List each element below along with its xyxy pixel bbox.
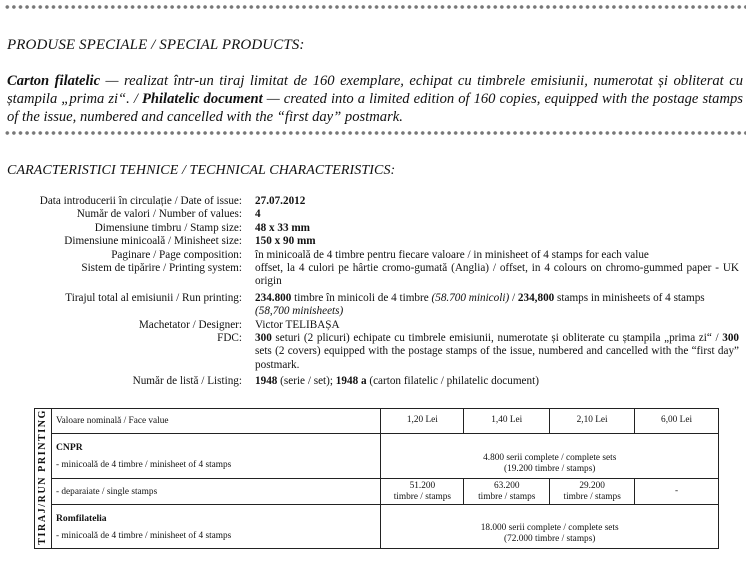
technical-characteristics-heading: CARACTERISTICI TEHNICE / TECHNICAL CHARACTERISTICS:: [7, 163, 396, 178]
romfilatelia-cell: [51, 505, 380, 549]
single-stamps-cell: -: [635, 479, 719, 505]
run-printing-row: Tirajul total al emisiunii / Run printing: 234.800 timbre în minicoli de 4 timbre (58.700 minicoli) / 234,800 stamps in minisheets of 4 stamps (58,700 minisheets): [65, 291, 705, 318]
face-value-label: Valoare nominală / Face value: [51, 409, 380, 434]
face-value-cell: 2,10 Lei: [550, 409, 635, 434]
single-stamps-cell: 29.200 timbre / stamps: [550, 479, 635, 505]
special-products-description: Carton filatelic — realizat într-un tiraj limitat de 160 exemplare, echipat cu timbrele emisiunii, numerotat și obliterat cu ștampila „prima zi“. / Philatelic document — created into a limited edition of 160 copies, equipped with the postage stamps of the issue, numbered and cancelled with the “first day” postmark.: [7, 73, 743, 125]
number-of-values-row: Număr de valori / Number of values: 4: [76, 208, 261, 221]
listing-row: Număr de listă / Listing: 1948 (serie / set); 1948 a (carton filatelic / philatelic document): [132, 375, 539, 388]
face-value-row: [35, 409, 719, 434]
minisheet-size-row: Dimensiune minicoală / Minisheet size: 150 x 90 mm: [64, 235, 316, 248]
dotted-divider-top: [4, 4, 746, 10]
romfilatelia-row: [35, 505, 719, 549]
face-value-cell: 6,00 Lei: [635, 409, 719, 434]
date-of-issue-value: 27.07.2012: [255, 195, 306, 207]
philatelic-document-term: Philatelic document: [141, 91, 263, 107]
fdc-row: FDC: 300 seturi (2 plicuri) echipate cu timbrele emisiunii, numerotate și obliterate cu ștampila „prima zi“ / 300 sets (2 covers) equipped with the postage stamps of the issue, numbered and cancelled with the “first day” postmark.: [217, 332, 739, 371]
face-value-cell: 1,20 Lei: [381, 409, 464, 434]
stamp-size-row: Dimensiune timbru / Stamp size: 48 x 33 mm: [94, 221, 310, 234]
single-stamps-cell: 63.200 timbre / stamps: [464, 479, 550, 505]
face-value-cell: 1,40 Lei: [464, 409, 550, 434]
cnpr-minisheet-label: - minicoală de 4 timbre / minisheet of 4 stamps: [55, 460, 232, 471]
cnpr-cell: [51, 433, 380, 479]
romfilatelia-minisheet-label: - minicoală de 4 timbre / minisheet of 4 stamps: [55, 530, 232, 541]
run-printing-table: [34, 408, 719, 549]
romfilatelia-label: Romfilatelia: [55, 512, 107, 524]
single-stamps-label: - deparaiate / single stamps: [51, 479, 380, 505]
single-stamps-row: [35, 479, 719, 505]
designer-row: Machetator / Designer: Victor TELIBAȘA: [138, 318, 340, 331]
carton-filatelic-term: Carton filatelic: [7, 73, 101, 89]
dotted-divider-bottom: [4, 130, 746, 136]
page-composition-row: Paginare / Page composition: în minicoală de 4 timbre pentru fiecare valoare / in minisheet of 4 stamps for each value: [111, 248, 649, 261]
date-of-issue-row: Data introducerii în circulație / Date of issue: 27.07.2012: [39, 195, 306, 207]
single-stamps-cell: 51.200 timbre / stamps: [381, 479, 464, 505]
printing-system-row: Sistem de tipărire / Printing system: offset, la 4 culori pe hârtie cromo-gumată (Anglia) / offset, in 4 colours on chromo-gummed paper - UK origin: [81, 262, 739, 288]
romfilatelia-totals: 18.000 serii complete / complete sets (72.000 timbre / stamps): [381, 505, 719, 549]
run-printing-side-label: TIRAJ/RUN PRINTING: [35, 409, 52, 549]
cnpr-totals: 4.800 serii complete / complete sets (19.200 timbre / stamps): [381, 433, 719, 479]
technical-characteristics-list: [0, 195, 750, 389]
cnpr-row: [35, 433, 719, 479]
cnpr-label: CNPR: [55, 442, 83, 454]
special-products-heading: PRODUSE SPECIALE / SPECIAL PRODUCTS:: [7, 37, 305, 53]
